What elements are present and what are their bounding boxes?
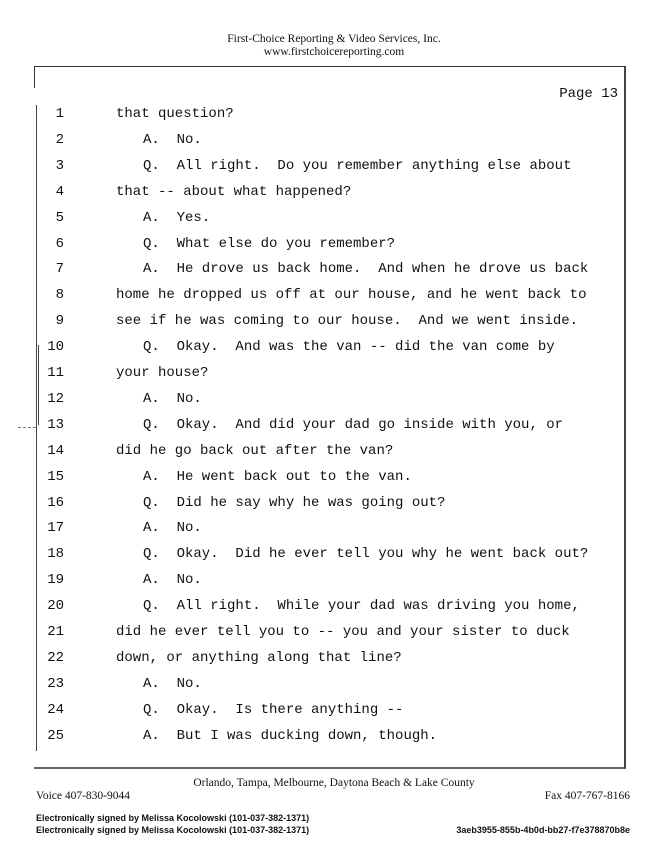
line-text: A. No.	[143, 390, 202, 407]
page-header	[0, 33, 668, 59]
line-text: down, or anything along that line?	[116, 649, 402, 666]
line-text: A. But I was ducking down, though.	[143, 727, 438, 744]
transcript-line	[0, 236, 668, 262]
transcript-line	[0, 365, 668, 391]
line-text: A. No.	[143, 520, 202, 537]
line-text: Q. Okay. And did your dad go inside with you, or	[143, 416, 564, 433]
line-number: 2	[55, 131, 64, 148]
line-number: 11	[47, 365, 64, 381]
line-text: A. No.	[143, 675, 202, 692]
line-text: your house?	[116, 365, 209, 381]
line-text: did he go back out after the van?	[116, 442, 394, 459]
transcript-line	[0, 417, 668, 443]
company-name: First-Choice Reporting & Video Services, Inc.	[227, 33, 441, 45]
transcript-line	[0, 287, 668, 313]
line-text: home he dropped us off at our house, and he went back to	[116, 287, 587, 304]
fax-number: Fax 407-767-8166	[544, 790, 630, 802]
line-text: A. He went back out to the van.	[143, 468, 412, 485]
transcript-line	[0, 520, 668, 546]
transcript-line	[0, 443, 668, 469]
electronic-signature: Electronically signed by Melissa Kocolowski (101-037-382-1371)	[36, 825, 310, 835]
transcript-line	[0, 702, 668, 728]
transcript-line	[0, 546, 668, 572]
transcript-line	[0, 158, 668, 184]
line-number: 25	[47, 727, 64, 744]
transcript-line	[0, 728, 668, 754]
transcript-line	[0, 624, 668, 650]
line-number: 5	[55, 209, 64, 226]
line-number: 19	[47, 572, 64, 589]
line-number: 24	[47, 701, 64, 718]
line-text: A. No.	[143, 131, 202, 148]
line-number: 3	[55, 157, 64, 174]
electronic-signature: Electronically signed by Melissa Kocolowski (101-037-382-1371)	[36, 813, 310, 823]
transcript-line	[0, 469, 668, 495]
line-text: that question?	[116, 106, 234, 122]
line-text: Q. Okay. Is there anything --	[143, 701, 404, 718]
line-number: 4	[55, 183, 64, 200]
footer-locations: Orlando, Tampa, Melbourne, Daytona Beach & Lake County	[193, 777, 475, 789]
line-text: Q. Okay. And was the van -- did the van come by	[143, 339, 555, 356]
transcript-line	[0, 391, 668, 417]
line-text: did he ever tell you to -- you and your sister to duck	[116, 624, 570, 640]
line-number: 18	[47, 546, 64, 563]
page-number: Page 13	[559, 86, 618, 102]
line-number: 22	[47, 649, 64, 666]
line-number: 17	[47, 520, 64, 537]
transcript-line	[0, 572, 668, 598]
transcript-line	[0, 598, 668, 624]
line-text: Q. All right. Do you remember anything else about	[143, 157, 572, 174]
line-text: A. He drove us back home. And when he drove us back	[143, 261, 589, 278]
frame-left-edge	[34, 66, 35, 88]
transcript-line	[0, 106, 668, 132]
line-number: 14	[47, 442, 64, 459]
line-text: Q. What else do you remember?	[143, 235, 396, 252]
line-number: 13	[47, 416, 64, 433]
line-number: 20	[47, 598, 64, 615]
line-number: 10	[47, 339, 64, 356]
transcript-line	[0, 339, 668, 365]
line-text: Q. Okay. Did he ever tell you why he went back out?	[143, 546, 589, 563]
line-number: 12	[47, 390, 64, 407]
transcript-line	[0, 495, 668, 521]
line-text: Q. Did he say why he was going out?	[143, 494, 446, 511]
transcript-line	[0, 132, 668, 158]
line-number: 16	[47, 494, 64, 511]
line-number: 9	[55, 313, 64, 330]
line-number: 23	[47, 675, 64, 692]
line-number: 6	[55, 235, 64, 252]
transcript-line	[0, 676, 668, 702]
line-text: Q. All right. While your dad was driving you home,	[143, 598, 580, 615]
line-number: 8	[55, 287, 64, 304]
transcript-line	[0, 210, 668, 236]
transcript-line	[0, 261, 668, 287]
transcript-line	[0, 313, 668, 339]
voice-number: Voice 407-830-9044	[36, 790, 131, 802]
company-website: www.firstchoicereporting.com	[263, 46, 405, 58]
line-number: 1	[55, 106, 64, 122]
line-number: 21	[47, 624, 64, 640]
line-text: see if he was coming to our house. And we went inside.	[116, 313, 579, 330]
document-hash: 3aeb3955-855b-4b0d-bb27-f7e378870b8e	[456, 825, 630, 835]
line-text: A. No.	[143, 572, 202, 589]
line-text: A. Yes.	[143, 209, 211, 226]
line-number: 7	[55, 261, 64, 278]
transcript-line	[0, 184, 668, 210]
line-text: that -- about what happened?	[116, 183, 352, 200]
line-number: 15	[47, 468, 64, 485]
transcript-line	[0, 650, 668, 676]
